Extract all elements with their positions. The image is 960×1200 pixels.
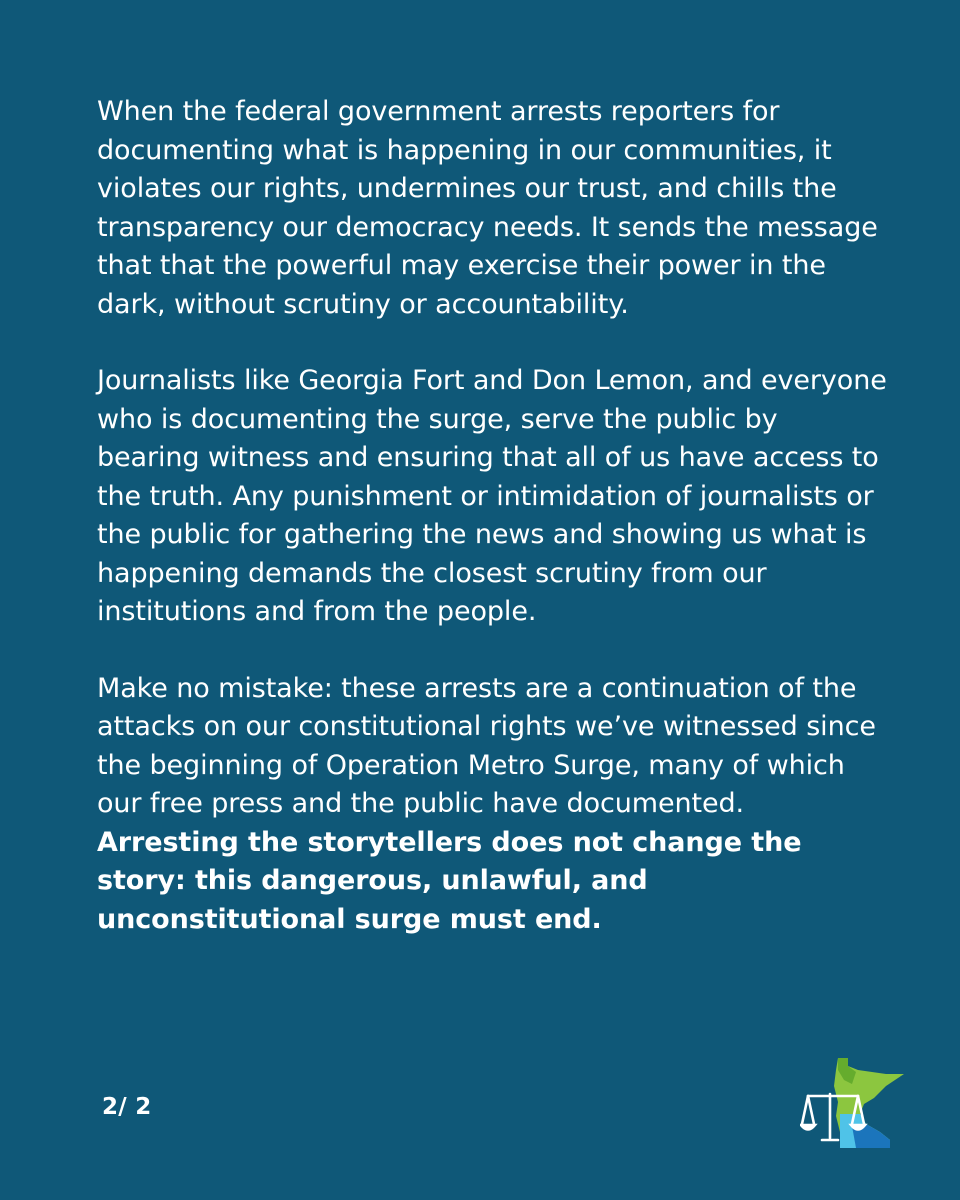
statement-body [97,93,887,939]
statement-paragraph-2: Journalists like Georgia Fort and Don Lemon, and everyone who is documenting the surge, serve the public by bearing witness and ensuring that all of us have access to the truth. Any punishment or intimidation of journalists or the public for gathering the news and showing us what is happening demands the closest scrutiny from our institutions and from the people. [97,365,887,627]
minnesota-scales-of-justice-icon [800,1054,910,1150]
statement-paragraph-3-bold: Arresting the storytellers does not change the story: this dangerous, unlawful, and unconstitutional surge must end. [97,826,802,935]
statement-paragraph-3-regular: Make no mistake: these arrests are a continuation of the attacks on our constitutional rights we’ve witnessed since the beginning of Operation Metro Surge, many of which our free press and the public have documented. [97,672,876,819]
statement-paragraph-3 [97,670,887,940]
statement-paragraph-1: When the federal government arrests reporters for documenting what is happening in our communities, it violates our rights, undermines our trust, and chills the transparency our democracy needs. It sends the message that that the powerful may exercise their power in the dark, without scrutiny or accountability. [97,96,878,320]
page-indicator: 2/ 2 [102,1094,152,1120]
